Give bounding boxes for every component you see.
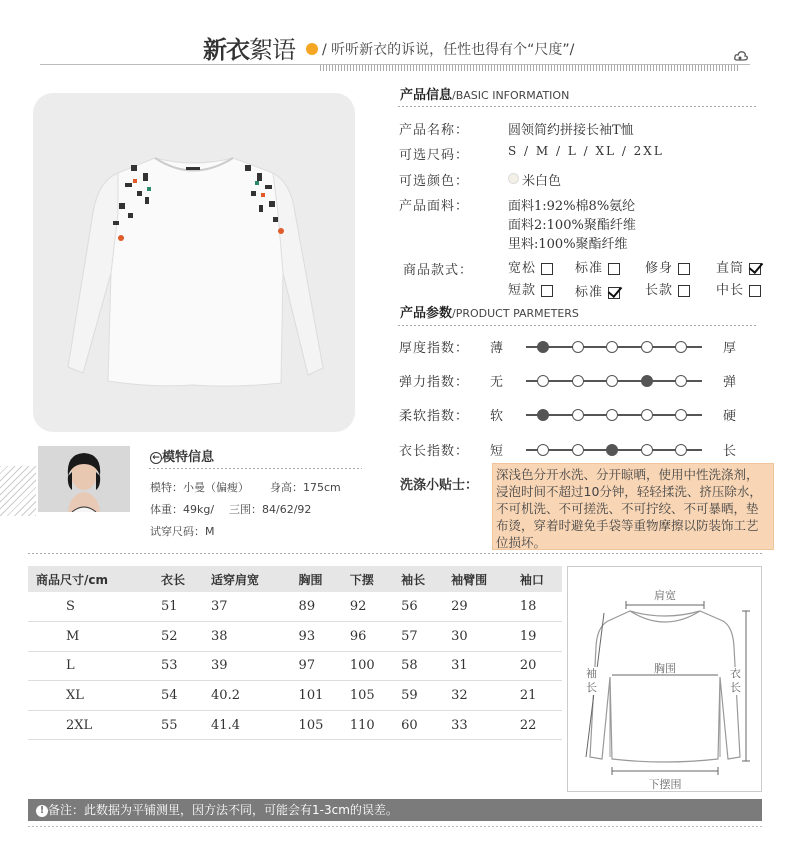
table-cell: 22 bbox=[512, 710, 562, 740]
table-cell: 41.4 bbox=[203, 710, 291, 740]
style-option: 短款 bbox=[508, 279, 553, 298]
slider-dot bbox=[606, 409, 618, 421]
model-size: 试穿尺码：M bbox=[150, 525, 215, 538]
table-cell: 56 bbox=[393, 592, 443, 622]
table-cell: 58 bbox=[393, 651, 443, 681]
diagram-shoulder-label: 肩宽 bbox=[654, 589, 676, 602]
table-cell: 18 bbox=[512, 592, 562, 622]
checkbox-icon bbox=[541, 263, 553, 275]
size-table-header: 下摆 bbox=[342, 566, 393, 592]
diagram-hem-label: 下摆围 bbox=[648, 778, 682, 791]
header-slogan: / 听听新衣的诉说，任性也得有个“尺度”/ bbox=[322, 42, 575, 58]
params-title: 产品参数/PRODUCT PARMETERS bbox=[400, 306, 579, 321]
fabric-value-3: 里料:100%聚酯纤维 bbox=[508, 237, 628, 252]
table-cell: 52 bbox=[153, 622, 203, 652]
param-right-label: 硬 bbox=[723, 409, 738, 424]
info-icon: ! bbox=[36, 805, 48, 817]
table-cell: 39 bbox=[203, 651, 291, 681]
header-brand bbox=[203, 30, 295, 65]
table-cell: 33 bbox=[443, 710, 512, 740]
table-row bbox=[28, 710, 562, 740]
table-cell: 89 bbox=[291, 592, 342, 622]
table-cell: L bbox=[28, 651, 153, 681]
size-table-header: 衣长 bbox=[153, 566, 203, 592]
style-option: 标准 bbox=[575, 281, 620, 300]
slider-dot bbox=[572, 375, 584, 387]
product-photo bbox=[33, 93, 355, 432]
checkbox-icon bbox=[541, 285, 553, 297]
size-table-header: 胸围 bbox=[291, 566, 342, 592]
table-cell: 100 bbox=[342, 651, 393, 681]
table-cell: 105 bbox=[342, 681, 393, 711]
table-cell: 20 bbox=[512, 651, 562, 681]
table-cell: S bbox=[28, 592, 153, 622]
table-cell: 97 bbox=[291, 651, 342, 681]
style-option: 宽松 bbox=[508, 257, 553, 276]
product-name-label: 产品名称： bbox=[399, 123, 470, 138]
table-cell: 57 bbox=[393, 622, 443, 652]
model-photo bbox=[38, 446, 130, 512]
model-weight: 体重：49kg/ bbox=[150, 503, 215, 516]
style-option: 中长 bbox=[716, 279, 761, 298]
slider-dot bbox=[641, 444, 653, 456]
fabric-value-1: 面料1:92%棉8%氨纶 bbox=[508, 199, 636, 214]
table-cell: 37 bbox=[203, 592, 291, 622]
checkbox-icon bbox=[749, 285, 761, 297]
table-cell: 2XL bbox=[28, 710, 153, 740]
table-cell: 92 bbox=[342, 592, 393, 622]
table-cell: 31 bbox=[443, 651, 512, 681]
table-cell: 38 bbox=[203, 622, 291, 652]
table-cell: 54 bbox=[153, 681, 203, 711]
bottom-rule bbox=[28, 826, 762, 827]
sizes-value: S / M / L / XL / 2XL bbox=[508, 144, 664, 158]
table-cell: 105 bbox=[291, 710, 342, 740]
table-cell: 51 bbox=[153, 592, 203, 622]
diagram-chest-label: 胸围 bbox=[654, 662, 676, 675]
table-cell: 40.2 bbox=[203, 681, 291, 711]
table-cell: 93 bbox=[291, 622, 342, 652]
size-table-header: 袖口 bbox=[512, 566, 562, 592]
table-cell: 30 bbox=[443, 622, 512, 652]
section-rule bbox=[398, 325, 758, 326]
measurement-diagram bbox=[567, 566, 762, 792]
table-cell: 101 bbox=[291, 681, 342, 711]
table-cell: 19 bbox=[512, 622, 562, 652]
param-left-label: 软 bbox=[490, 409, 505, 424]
section-rule bbox=[149, 468, 362, 469]
size-table-header: 商品尺寸/cm bbox=[28, 566, 153, 592]
param-label: 弹力指数： bbox=[399, 375, 470, 390]
washing-text: 深浅色分开水洗、分开晾晒，使用中性洗涤剂，浸泡时间不超过10分钟，轻轻揉洗、挤压除水，不可机洗、不可搓洗、不可拧绞、不可暴晒，垫布烫，穿着时避免手袋等重物摩擦以防装饰工艺位损坏。 bbox=[492, 463, 774, 550]
slider-dot-active bbox=[606, 444, 618, 456]
slider-dot bbox=[675, 409, 687, 421]
param-left-label: 短 bbox=[490, 444, 505, 459]
slider-dot bbox=[606, 341, 618, 353]
checkbox-checked-icon bbox=[749, 263, 761, 275]
param-left-label: 薄 bbox=[490, 341, 505, 356]
model-name: 模特：小曼（偏瘦） bbox=[150, 481, 249, 494]
brand-bold-text: 新衣 bbox=[203, 35, 249, 64]
decor-stripes bbox=[0, 466, 36, 516]
table-cell: 60 bbox=[393, 710, 443, 740]
slider-dot bbox=[675, 341, 687, 353]
note-bar bbox=[28, 799, 762, 821]
checkbox-icon bbox=[678, 263, 690, 275]
table-row bbox=[28, 592, 562, 622]
slider-dot bbox=[572, 341, 584, 353]
table-cell: 110 bbox=[342, 710, 393, 740]
product-name-value: 圆领简约拼接长袖T恤 bbox=[508, 123, 634, 138]
section-rule bbox=[28, 553, 762, 554]
slider-dot-active bbox=[641, 375, 653, 387]
fabric-label: 产品面料： bbox=[399, 199, 470, 214]
color-label: 可选颜色： bbox=[399, 174, 470, 189]
table-row bbox=[28, 681, 562, 711]
section-rule bbox=[398, 106, 758, 107]
slider-dot bbox=[641, 409, 653, 421]
param-left-label: 无 bbox=[490, 375, 505, 390]
table-cell: 53 bbox=[153, 651, 203, 681]
table-cell: M bbox=[28, 622, 153, 652]
style-option: 直筒 bbox=[716, 257, 761, 276]
table-row bbox=[28, 651, 562, 681]
note-text: 备注：此数据为平铺测里，因方法不同，可能会有1-3cm的误差。 bbox=[48, 803, 398, 817]
model-info-title: ← 模特信息 bbox=[150, 446, 214, 465]
color-swatch bbox=[508, 173, 519, 184]
param-label: 衣长指数： bbox=[399, 444, 470, 459]
table-cell: 96 bbox=[342, 622, 393, 652]
header-stripes bbox=[320, 65, 740, 71]
table-row bbox=[28, 622, 562, 652]
checkbox-checked-icon bbox=[608, 287, 620, 299]
slider-dot bbox=[537, 444, 549, 456]
basic-info-title: 产品信息/BASIC INFORMATION bbox=[400, 88, 570, 103]
style-option: 标准 bbox=[575, 257, 620, 276]
checkbox-icon bbox=[608, 263, 620, 275]
param-label: 柔软指数： bbox=[399, 409, 470, 424]
style-option: 长款 bbox=[645, 279, 690, 298]
diagram-length-label: 衣长 bbox=[730, 667, 744, 695]
model-measurements: 三围：84/62/92 bbox=[229, 503, 312, 516]
table-cell: 21 bbox=[512, 681, 562, 711]
param-right-label: 弹 bbox=[723, 375, 738, 390]
slider-dot bbox=[606, 375, 618, 387]
sizes-label: 可选尺码： bbox=[399, 148, 470, 163]
table-cell: 59 bbox=[393, 681, 443, 711]
slider-dot bbox=[572, 444, 584, 456]
size-table-header: 袖臂围 bbox=[443, 566, 512, 592]
fabric-value-2: 面料2:100%聚酯纤维 bbox=[508, 218, 636, 233]
slider-dot-active bbox=[537, 341, 549, 353]
table-cell: 29 bbox=[443, 592, 512, 622]
param-label: 厚度指数： bbox=[399, 341, 470, 356]
size-table-header: 适穿肩宽 bbox=[203, 566, 291, 592]
table-cell: 32 bbox=[443, 681, 512, 711]
dot-icon bbox=[306, 43, 318, 55]
checkbox-icon bbox=[678, 285, 690, 297]
tshirt-image bbox=[33, 93, 355, 432]
size-table-header: 袖长 bbox=[393, 566, 443, 592]
table-cell: 55 bbox=[153, 710, 203, 740]
cloud-icon bbox=[734, 50, 748, 62]
model-height: 身高：175cm bbox=[270, 481, 341, 494]
table-cell: XL bbox=[28, 681, 153, 711]
size-table bbox=[28, 566, 562, 740]
color-value: 米白色 bbox=[522, 174, 562, 189]
style-option: 修身 bbox=[645, 257, 690, 276]
style-label: 商品款式： bbox=[403, 263, 474, 278]
param-right-label: 厚 bbox=[723, 341, 738, 356]
slider-dot-active bbox=[537, 409, 549, 421]
washing-title: 洗涤小贴士： bbox=[400, 478, 479, 493]
diagram-sleeve-label: 袖长 bbox=[586, 667, 600, 695]
slider-dot bbox=[572, 409, 584, 421]
slider-dot bbox=[675, 444, 687, 456]
brand-light-text: 絮语 bbox=[249, 36, 295, 64]
arrow-left-icon: ← bbox=[150, 452, 162, 464]
slider-dot bbox=[641, 341, 653, 353]
param-right-label: 长 bbox=[723, 444, 738, 459]
slider-dot bbox=[537, 375, 549, 387]
slider-dot bbox=[675, 375, 687, 387]
